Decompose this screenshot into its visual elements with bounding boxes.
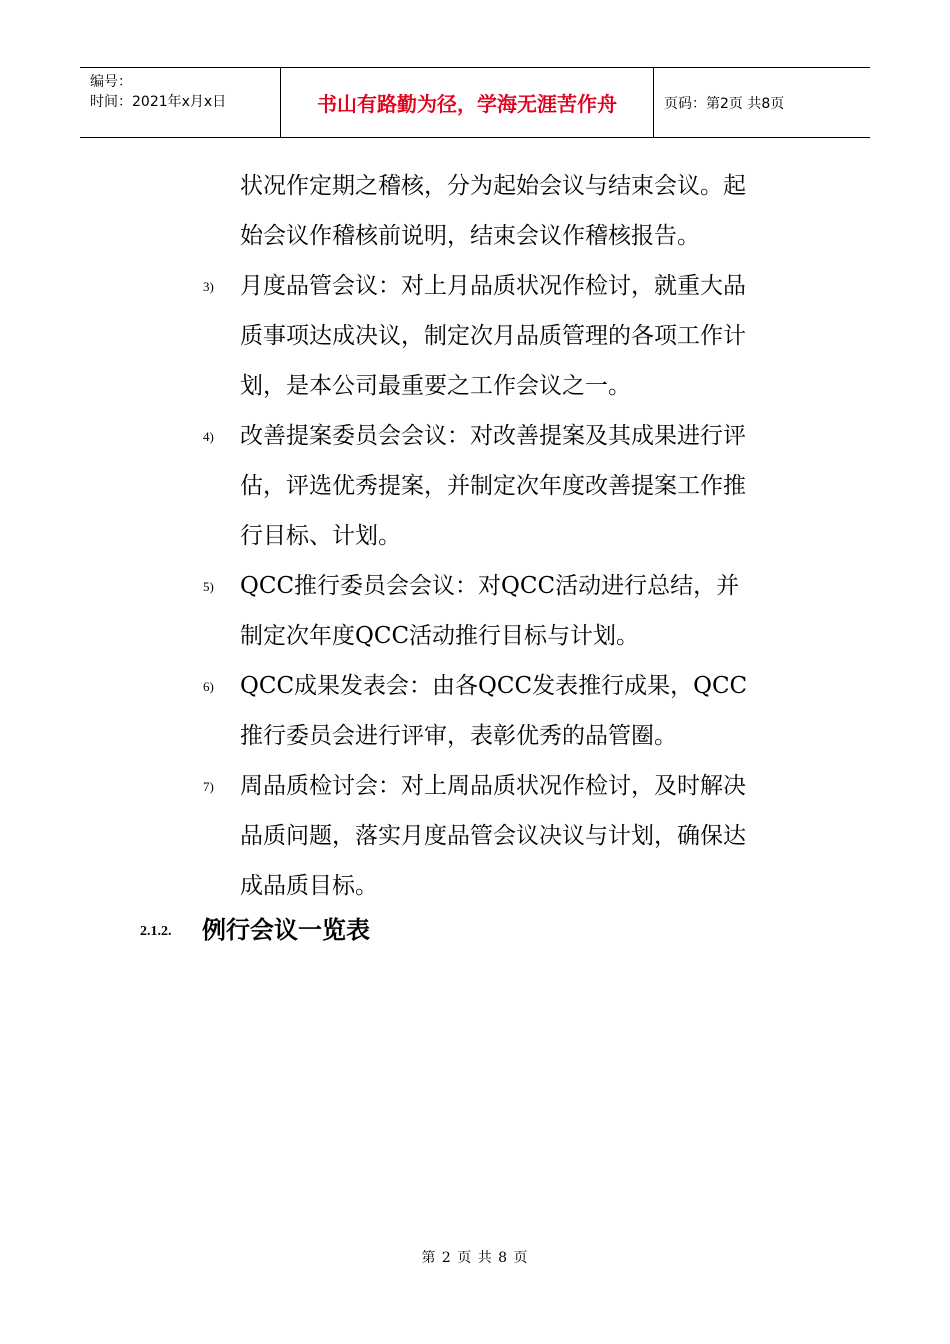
list-item-number: 6) <box>203 679 214 694</box>
page-header <box>80 67 870 138</box>
list-item-text: QCC成果发表会：由各QCC发表推行成果，QCC 推行委员会进行评审，表彰优秀的品管圈。 <box>240 673 748 749</box>
section-title: 例行会议一览表 <box>202 916 370 944</box>
header-meta <box>80 68 281 137</box>
time-label: 时间：2021年x月x日 <box>90 94 227 110</box>
header-page-info: 页码：第2页 共8页 <box>664 95 785 112</box>
list-item-number: 3) <box>203 279 214 294</box>
list-item-text: QCC推行委员会会议：对QCC活动进行总结，并 制定次年度QCC活动推行目标与计划。 <box>240 573 740 649</box>
section-number: 2.1.2. <box>140 924 172 939</box>
list-item-text: 周品质检讨会：对上周品质状况作检讨，及时解决 品质问题，落实月度品管会议决议与计划，确保达 成品质目标。 <box>240 773 746 899</box>
serial-label: 编号： <box>90 74 132 90</box>
list-item-number: 4) <box>203 429 214 444</box>
list-item-text: 改善提案委员会会议：对改善提案及其成果进行评 估，评选优秀提案，并制定次年度改善提案工作推 行目标、计划。 <box>240 423 746 549</box>
header-motto: 书山有路勤为径，学海无涯苦作舟 <box>281 68 654 137</box>
list-item-number: 7) <box>203 779 214 794</box>
list-item-number: 5) <box>203 579 214 594</box>
list-item-text: 月度品管会议：对上月品质状况作检讨，就重大品 质事项达成决议，制定次月品质管理的各项工作计 划，是本公司最重要之工作会议之一。 <box>240 273 746 399</box>
continuation-paragraph: 状况作定期之稽核，分为起始会议与结束会议。起 始会议作稽核前说明，结束会议作稽核报告。 <box>240 173 746 249</box>
page-footer: 第 2 页 共 8 页 <box>421 1250 529 1266</box>
